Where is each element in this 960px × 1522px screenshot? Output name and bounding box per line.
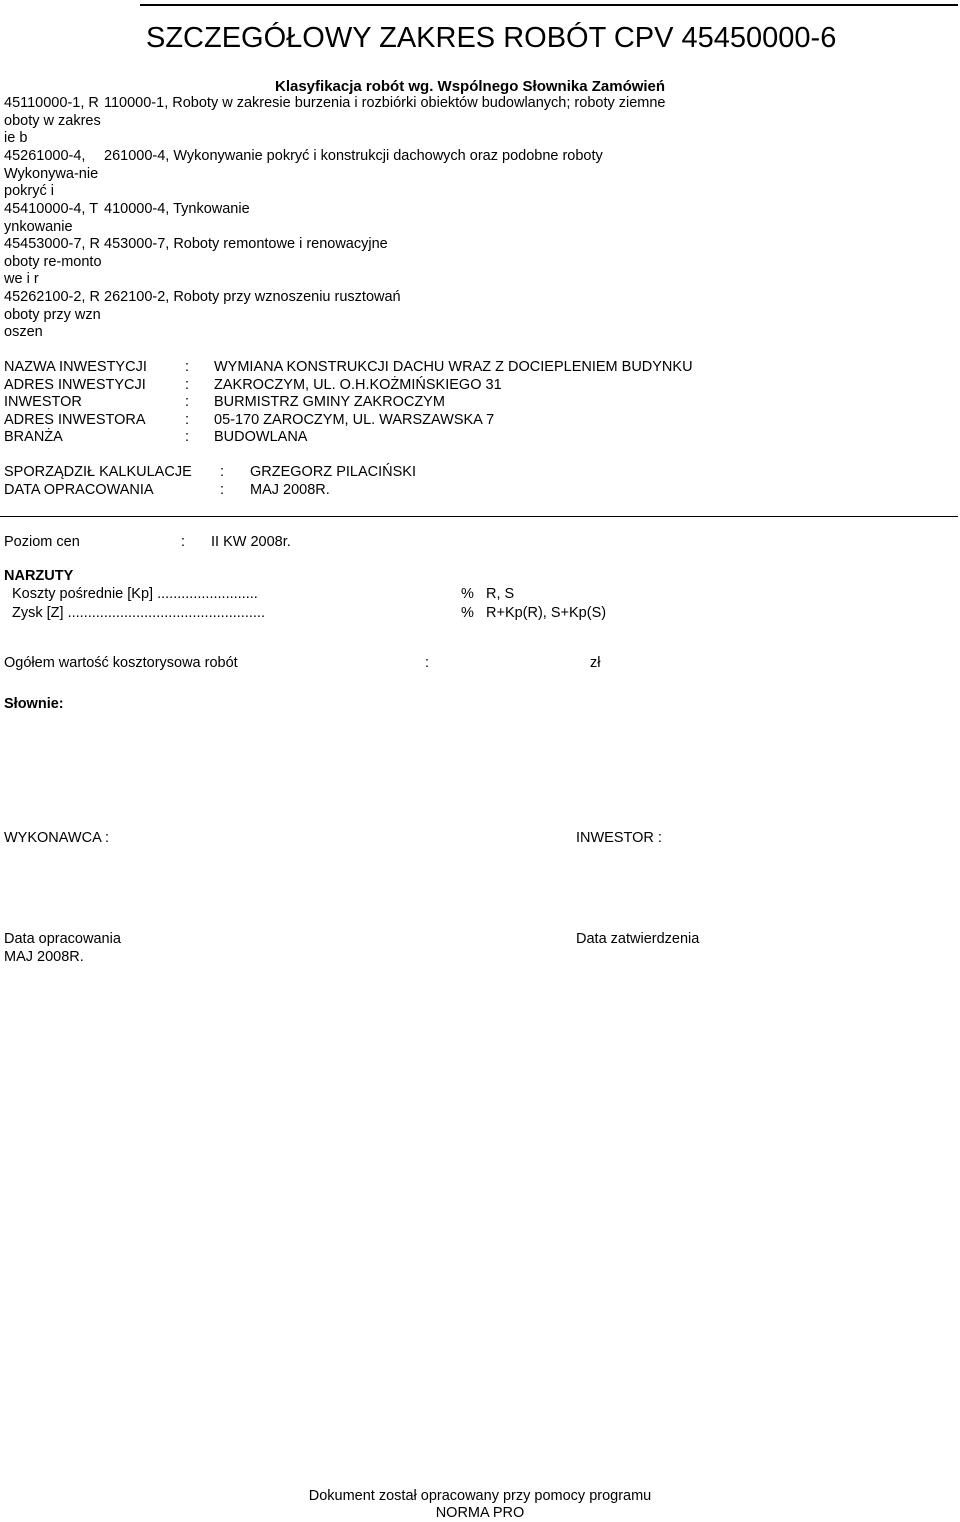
overhead-label: Koszty pośrednie [Kp] ......................... — [12, 586, 258, 602]
info-label: ADRES INWESTORA — [4, 412, 146, 428]
info-colon: : — [185, 359, 190, 375]
page-subtitle: Klasyfikacja robót wg. Wspólnego Słownika Zamówień — [275, 78, 666, 95]
prep-date-label: Data opracowania — [4, 931, 121, 947]
cpv-description: 110000-1, Roboty w zakresie burzenia i rozbiórki obiektów budowlanych; roboty ziemne — [104, 95, 666, 111]
cpv-code: 45410000-4, Tynkowanie — [4, 201, 99, 235]
slownie-label: Słownie: — [4, 696, 64, 712]
info-label: NAZWA INWESTYCJI — [4, 359, 147, 375]
info-value: 05-170 ZAROCZYM, UL. WARSZAWSKA 7 — [214, 412, 495, 428]
price-level-value: II KW 2008r. — [211, 534, 291, 550]
price-level-colon: : — [181, 534, 186, 550]
info-value: WYMIANA KONSTRUKCJI DACHU WRAZ Z DOCIEPLENIEM BUDYNKU — [214, 359, 693, 375]
cpv-code: 45261000-4, Wykonywa-nie pokryć i — [4, 148, 99, 199]
info-label: ADRES INWESTYCJI — [4, 377, 146, 393]
profit-percent: % — [461, 605, 474, 621]
cpv-description: 453000-7, Roboty remontowe i renowacyjne — [104, 236, 388, 252]
approval-date-label: Data zatwierdzenia — [576, 931, 700, 947]
prepared-value: GRZEGORZ PILACIŃSKI — [250, 464, 416, 480]
prepared-colon: : — [220, 464, 225, 480]
profit-basis: R+Kp(R), S+Kp(S) — [486, 605, 607, 621]
info-colon: : — [185, 394, 190, 410]
top-rule — [140, 4, 958, 6]
contractor-label: WYKONAWCA : — [4, 830, 109, 846]
footer-program-name: NORMA PRO — [435, 1505, 525, 1521]
page-title: SZCZEGÓŁOWY ZAKRES ROBÓT CPV 45450000-6 — [146, 22, 837, 54]
cpv-description: 262100-2, Roboty przy wznoszeniu rusztowań — [104, 289, 401, 305]
investor-signature-label: INWESTOR : — [576, 830, 662, 846]
footer — [0, 1488, 960, 1522]
info-label: BRANŻA — [4, 429, 63, 445]
info-colon: : — [185, 429, 190, 445]
info-label: INWESTOR — [4, 394, 82, 410]
section-divider — [0, 516, 958, 517]
info-value: BURMISTRZ GMINY ZAKROCZYM — [214, 394, 445, 410]
cpv-code: 45110000-1, Roboty w zakresie b — [4, 95, 101, 146]
total-colon: : — [425, 655, 430, 671]
overhead-percent: % — [461, 586, 474, 602]
cpv-description: 261000-4, Wykonywanie pokryć i konstrukcji dachowych oraz podobne roboty — [104, 148, 603, 164]
total-unit: zł — [590, 655, 601, 671]
narzuty-heading: NARZUTY — [4, 568, 74, 584]
overhead-basis: R, S — [486, 586, 515, 602]
total-label: Ogółem wartość kosztorysowa robót — [4, 655, 238, 671]
price-level-label: Poziom cen — [4, 534, 80, 550]
prepared-label: SPORZĄDZIŁ KALKULACJE — [4, 464, 192, 480]
prepared-value: MAJ 2008R. — [250, 482, 330, 498]
footer-line: Dokument został opracowany przy pomocy programu — [308, 1488, 652, 1504]
cpv-code: 45453000-7, Roboty re-montowe i r — [4, 236, 102, 287]
info-value: BUDOWLANA — [214, 429, 308, 445]
profit-label: Zysk [Z] ................................................. — [12, 605, 265, 621]
cpv-description: 410000-4, Tynkowanie — [104, 201, 250, 217]
prep-date-value: MAJ 2008R. — [4, 949, 84, 965]
prepared-colon: : — [220, 482, 225, 498]
info-colon: : — [185, 412, 190, 428]
prepared-label: DATA OPRACOWANIA — [4, 482, 154, 498]
info-colon: : — [185, 377, 190, 393]
info-value: ZAKROCZYM, UL. O.H.KOŻMIŃSKIEGO 31 — [214, 377, 502, 393]
cpv-code: 45262100-2, Roboty przy wznoszen — [4, 289, 101, 340]
